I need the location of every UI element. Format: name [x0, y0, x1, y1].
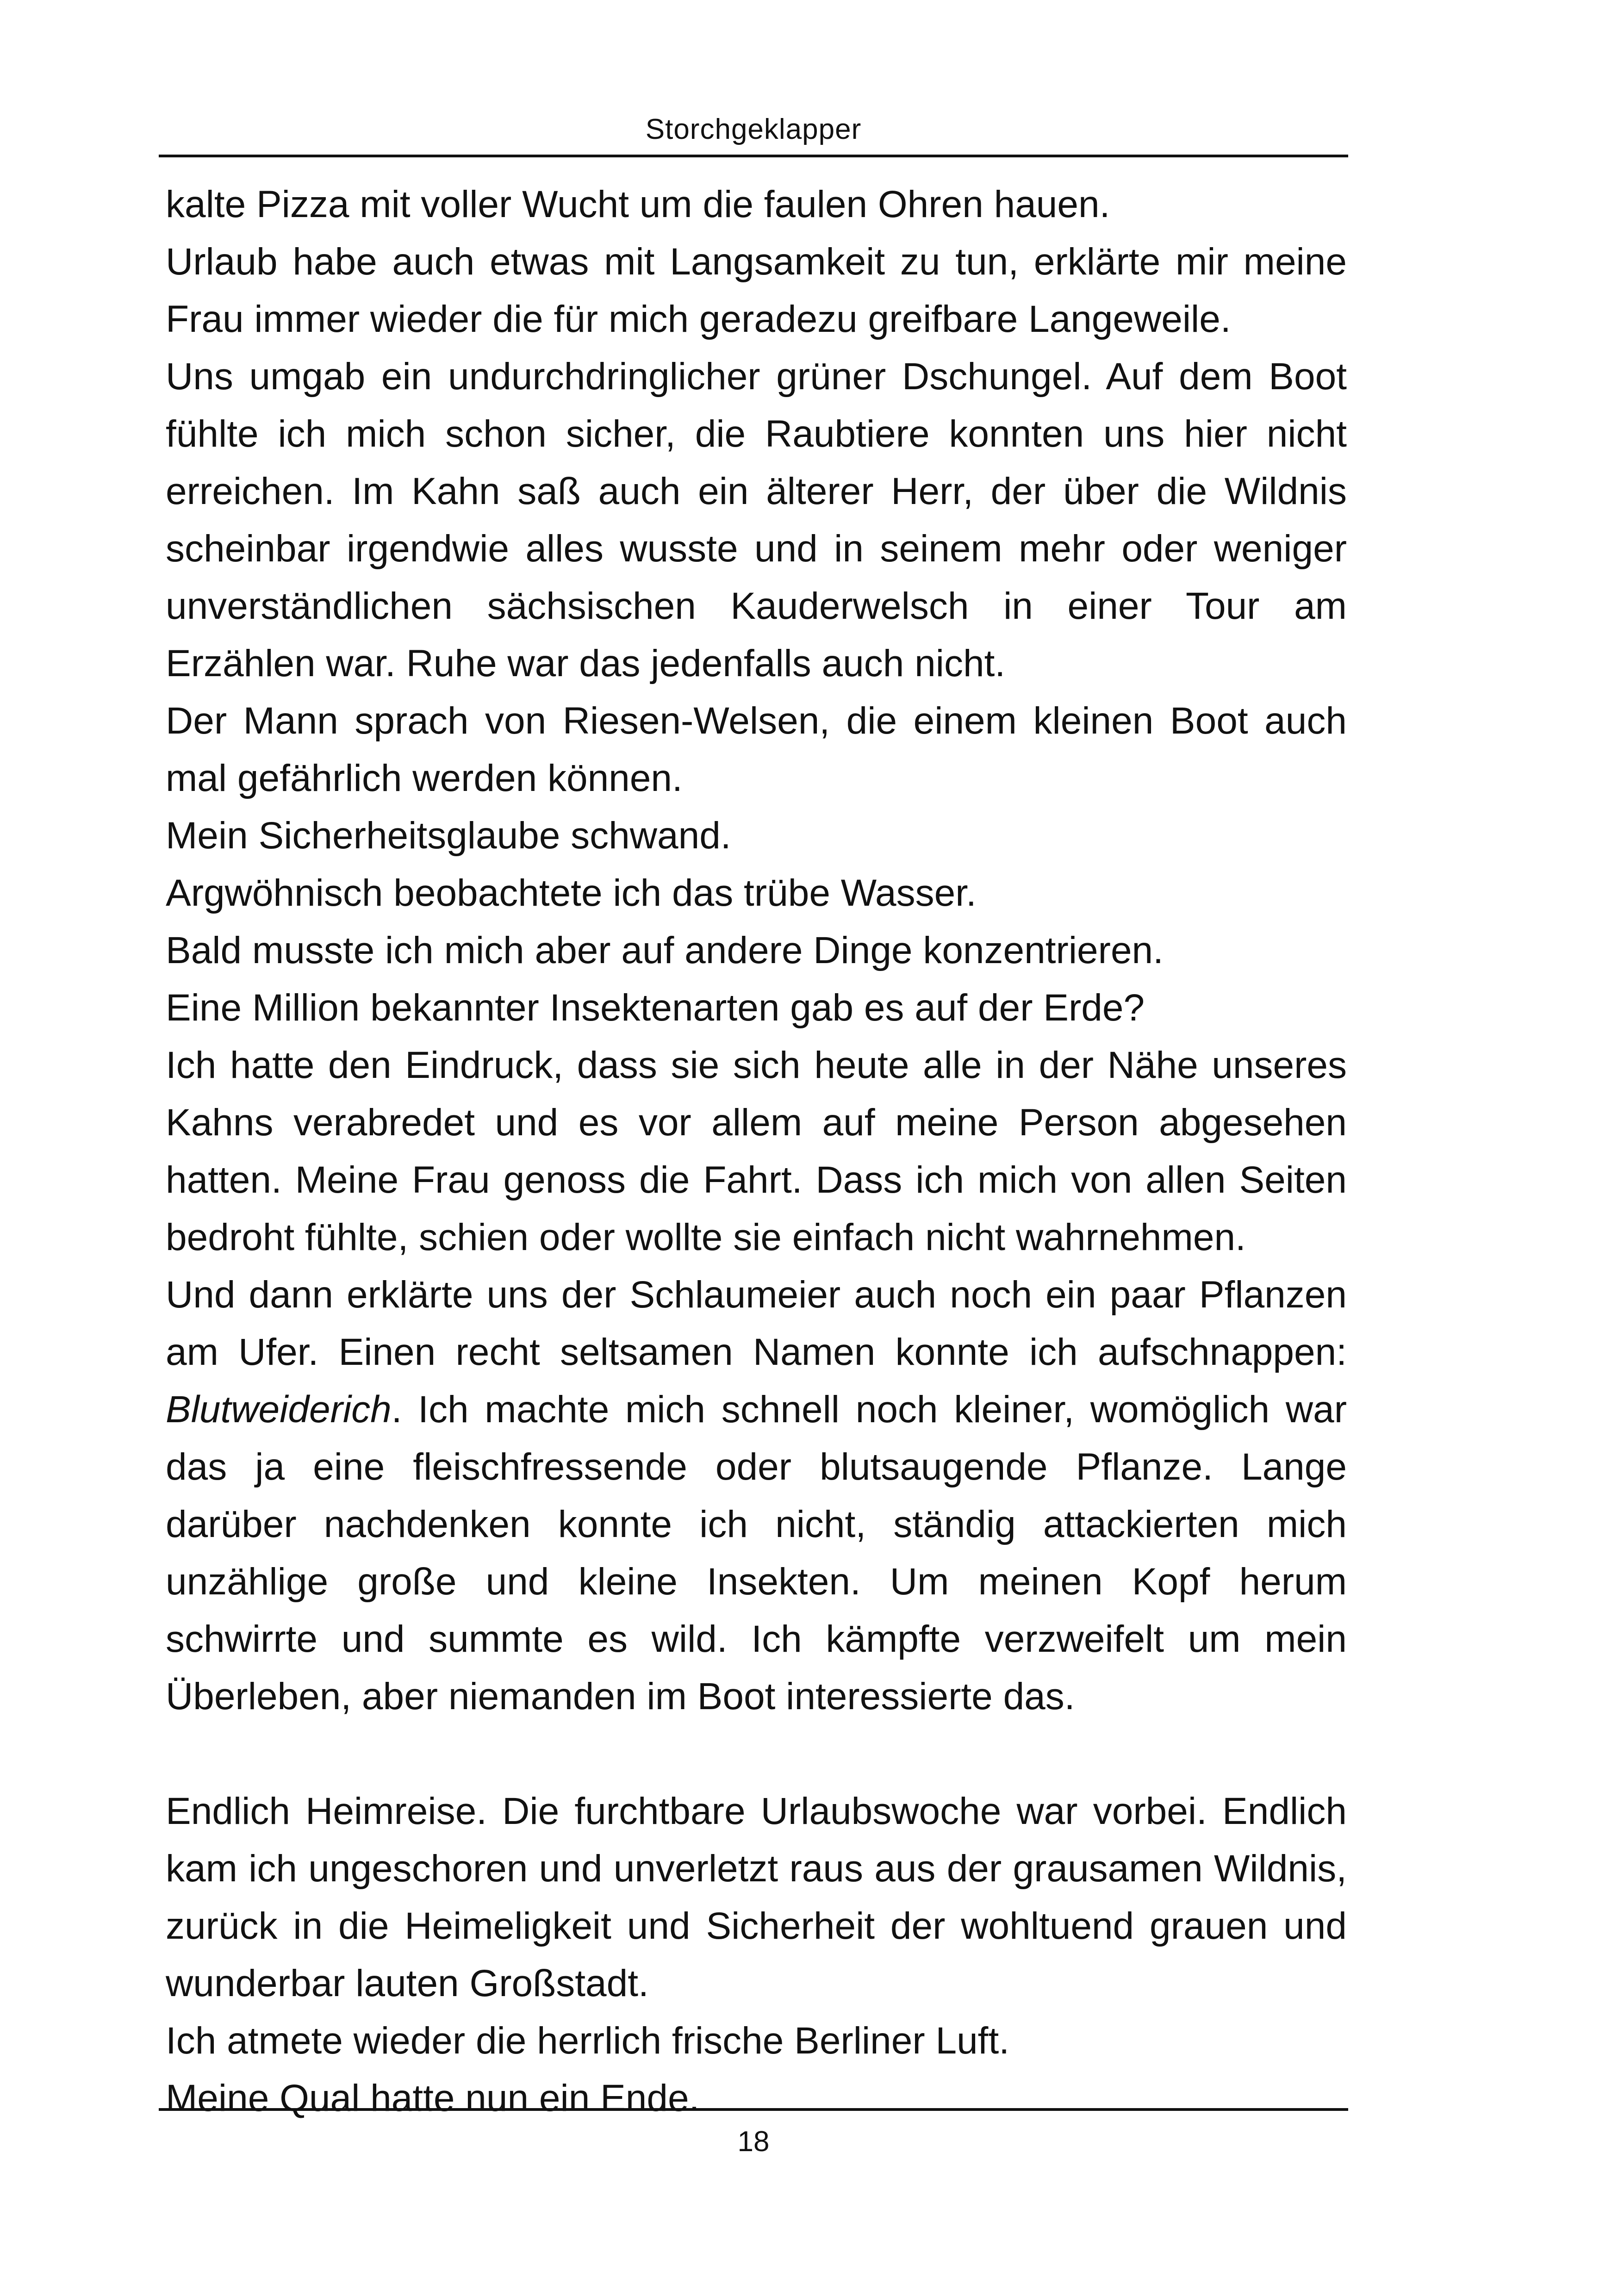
- paragraph: Ich atmete wieder die herrlich frische Berliner Luft.: [166, 2020, 1010, 2062]
- paragraph: Bald musste ich mich aber auf andere Dinge konzentrieren.: [166, 929, 1164, 971]
- paragraph: Meine Qual hatte nun ein Ende.: [166, 2077, 700, 2119]
- plant-paragraph: [166, 1266, 1347, 1725]
- footer-rule: [159, 2108, 1348, 2111]
- plant-paragraph-rest: . Ich machte mich schnell noch kleiner, womöglich war das ja eine fleischfressende oder blutsaugende Pflanze. Lange darüber nachdenken konnte ich nicht, ständig attackierten mich unzählige große und kleine Insekten. Um meinen Kopf herum schwirrte und summte es wild. Ich kämpfte verzweifelt um mein Überleben, aber niemanden im Boot interessierte das.: [166, 1388, 1347, 1717]
- paragraph: Der Mann sprach von Riesen-Welsen, die einem kleinen Boot auch mal gefährlich werden können.: [166, 700, 1347, 799]
- paragraph: Argwöhnisch beobachtete ich das trübe Wasser.: [166, 872, 977, 914]
- paragraph: kalte Pizza mit voller Wucht um die faulen Ohren hauen.: [166, 183, 1110, 225]
- paragraph: Uns umgab ein undurchdringlicher grüner Dschungel. Auf dem Boot fühlte ich mich schon sicher, die Raubtiere konnten uns hier nicht erreichen. Im Kahn saß auch ein älterer Herr, der über die Wildnis scheinbar irgendwie alles wusste und in seinem mehr oder weniger unverständlichen sächsischen Kauderwelsch in einer Tour am Erzählen war. Ruhe war das jedenfalls auch nicht.: [166, 355, 1347, 684]
- paragraph: Ich hatte den Eindruck, dass sie sich heute alle in der Nähe unseres Kahns verabredet und es vor allem auf meine Person abgesehen hatten. Meine Frau genoss die Fahrt. Dass ich mich von allen Seiten bedroht fühlte, schien oder wollte sie einfach nicht wahrnehmen.: [166, 1044, 1347, 1258]
- page-body: [166, 176, 1347, 2127]
- paragraph: Endlich Heimreise. Die furchtbare Urlaubswoche war vorbei. Endlich kam ich ungeschoren und unverletzt raus aus der grausamen Wildnis, zurück in die Heimeligkeit und Sicherheit der wohltuend grauen und wunderbar lauten Großstadt.: [166, 1790, 1347, 2004]
- running-header-title: Storchgeklapper: [645, 113, 862, 145]
- paragraph: Eine Million bekannter Insektenarten gab es auf der Erde?: [166, 987, 1145, 1029]
- plant-name-italic: Blutweiderich: [166, 1388, 392, 1431]
- plant-paragraph-intro: Und dann erklärte uns der Schlaumeier auch noch ein paar Pflanzen am Ufer. Einen recht seltsamen Namen konnte ich aufschnappen:: [166, 1274, 1347, 1373]
- header-rule: [159, 155, 1348, 157]
- paragraph: Urlaub habe auch etwas mit Langsamkeit zu tun, erklärte mir meine Frau immer wieder die für mich geradezu greifbare Langeweile.: [166, 241, 1347, 340]
- paragraph: Mein Sicherheitsglaube schwand.: [166, 815, 731, 857]
- page-number: 18: [737, 2126, 770, 2158]
